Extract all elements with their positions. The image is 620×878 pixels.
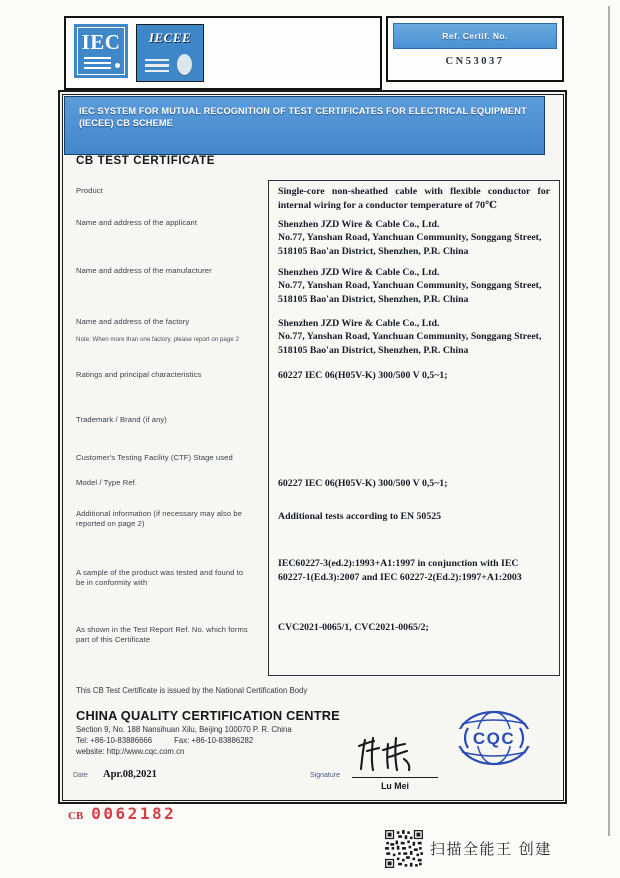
handwritten-signature: [352, 733, 442, 777]
ncb-tel-fax: [76, 736, 275, 745]
label-manufacturer: Name and address of the manufacturer: [76, 266, 212, 275]
camscanner-watermark: 扫描全能王 创建: [430, 840, 552, 858]
label-conformity: A sample of the product was tested and found to be in conformity with: [76, 568, 244, 587]
iec-logo-text: IEC: [81, 30, 121, 54]
iec-lines-icon: [84, 54, 111, 69]
issued-statement: This CB Test Certificate is issued by the National Certification Body: [76, 686, 308, 695]
ncb-fax: Fax: +86-10-83886282: [174, 736, 254, 745]
cqc-logo: [452, 708, 536, 774]
label-ctf-stage: Customer's Testing Facility (CTF) Stage used: [76, 453, 233, 462]
value-factory-company: Shenzhen JZD Wire & Cable Co., Ltd.: [278, 318, 440, 329]
signatory-name: Lu Mei: [381, 781, 409, 791]
value-conformity-standards: IEC60227-3(ed.2):1993+A1:1997 in conjunction with IEC 60227-1(Ed.3):2007 and IEC 60227-2(Ed.2):1997+A1:2003: [278, 558, 522, 583]
ref-certif-label-bar: [393, 23, 557, 49]
label-factory-note: Note: When more than one factory, please report on page 2: [76, 336, 239, 343]
iec-logo: [74, 24, 128, 78]
ncb-website: website: http://www.cqc.com.cn: [76, 747, 185, 756]
date-label: Date: [73, 772, 88, 779]
iecee-logo: [136, 24, 204, 82]
value-applicant-address: No.77, Yanshan Road, Yanchuan Community, Songgang Street, 518105 Bao'an District, Shenzhen, P.R. China: [278, 232, 542, 257]
value-manufacturer-address: No.77, Yanshan Road, Yanchuan Community, Songgang Street, 518105 Bao'an District, Shenzhen, P.R. China: [278, 280, 542, 305]
scheme-banner-line1: IEC SYSTEM FOR MUTUAL RECOGNITION OF TEST CERTIFICATES FOR ELECTRICAL EQUIPMENT: [79, 106, 527, 116]
value-ratings: 60227 IEC 06(H05V-K) 300/500 V 0,5~1;: [278, 370, 448, 381]
label-applicant: Name and address of the applicant: [76, 218, 198, 227]
label-trademark: Trademark / Brand (if any): [76, 415, 167, 424]
qr-code: [385, 830, 423, 868]
value-applicant-company: Shenzhen JZD Wire & Cable Co., Ltd.: [278, 219, 440, 230]
label-ratings: Ratings and principal characteristics: [76, 370, 202, 379]
value-factory-address: No.77, Yanshan Road, Yanchuan Community, Songgang Street, 518105 Bao'an District, Shenzhen, P.R. China: [278, 331, 542, 356]
ncb-address: Section 9, No. 188 Nansihuan Xilu, Beijing 100070 P. R. China: [76, 725, 292, 734]
ref-certif-label: Ref. Certif. No.: [442, 31, 508, 41]
scheme-banner: [64, 96, 545, 155]
iecee-logo-text: IECEE: [148, 30, 192, 45]
cqc-logo-text: CQC: [472, 729, 516, 748]
signature-line: [352, 777, 438, 778]
scheme-banner-line2: (IECEE) CB SCHEME: [79, 118, 173, 128]
ref-certif-box: [386, 16, 564, 82]
date-value: Apr.08,2021: [103, 769, 157, 780]
ncb-name: CHINA QUALITY CERTIFICATION CENTRE: [76, 708, 340, 723]
cb-serial-stamp: [68, 804, 176, 824]
certificate-title: CB TEST CERTIFICATE: [76, 155, 215, 167]
ncb-tel: Tel: +86-10-83886666: [76, 736, 153, 745]
label-additional-info: Additional information (if necessary may also be reported on page 2): [76, 509, 243, 528]
signature-label: Signature: [310, 772, 340, 779]
label-test-report: As shown in the Test Report Ref. No. which forms part of this Certificate: [76, 625, 248, 644]
value-additional-info: Additional tests according to EN 50525: [278, 511, 442, 522]
cb-serial-prefix: CB: [68, 810, 84, 822]
cb-serial-number: 0062182: [91, 804, 177, 823]
iecee-lines-icon: [145, 56, 169, 73]
ref-certif-number: CN53037: [445, 56, 505, 67]
label-factory: Name and address of the factory: [76, 317, 190, 326]
iecee-bulb-icon: [177, 54, 192, 75]
value-model-type: 60227 IEC 06(H05V-K) 300/500 V 0,5~1;: [278, 478, 448, 489]
header-logo-box: [64, 16, 382, 90]
value-manufacturer-company: Shenzhen JZD Wire & Cable Co., Ltd.: [278, 267, 440, 278]
value-product: Single-core non-sheathed cable with flexible conductor for internal wiring for a conductor temperature of 70℃: [278, 186, 550, 211]
page-edge: [608, 6, 610, 836]
iec-dot-icon: [115, 63, 120, 68]
label-model-type: Model / Type Ref.: [76, 478, 138, 487]
label-product: Product: [76, 186, 103, 195]
value-test-report-numbers: CVC2021-0065/1, CVC2021-0065/2;: [278, 622, 429, 633]
